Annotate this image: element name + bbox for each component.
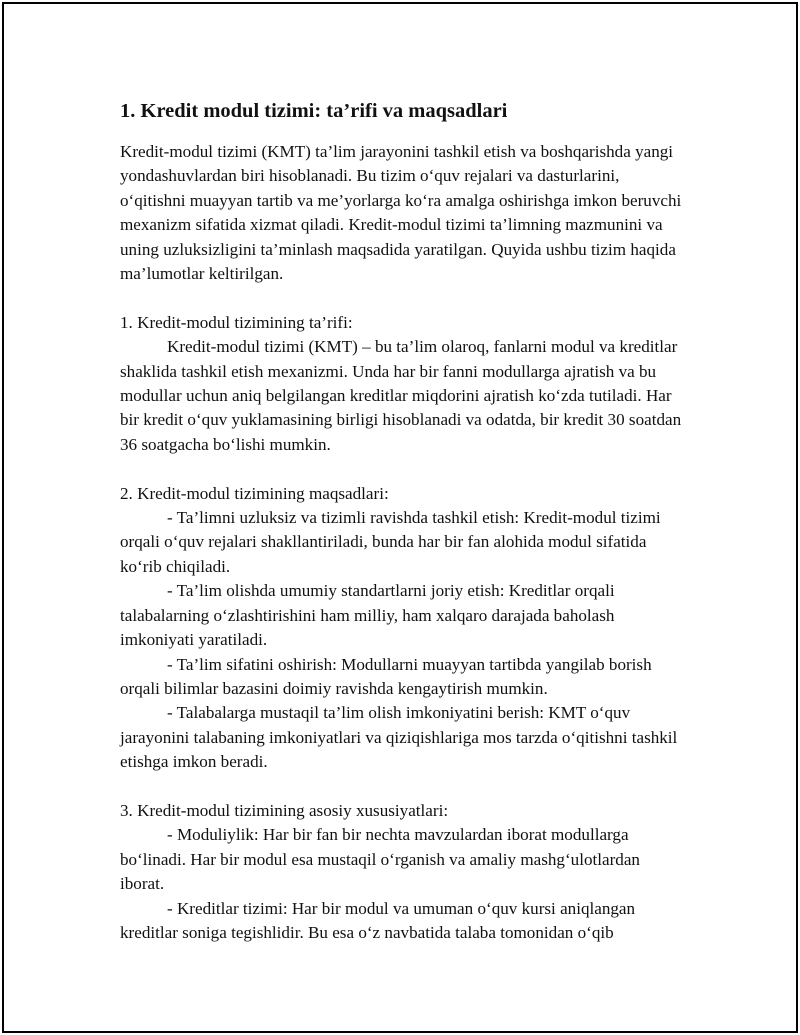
document-page	[2, 2, 798, 1033]
blank-line	[120, 775, 686, 799]
goal-item-independent-learning: - Talabalarga mustaqil ta’lim olish imkoniyatini berish: KMT oʻquv jarayonini talabaning imkoniyatlari va qiziqishlariga mos tarzda oʻqitishni tashkil etishga imkon beradi.	[120, 703, 678, 772]
feature-item-modularity: - Moduliylik: Har bir fan bir nechta mavzulardan iborat modullarga boʻlinadi. Har bir modul esa mustaqil oʻrganish va amaliy mashgʻulotlardan iborat.	[120, 825, 640, 894]
section-heading-features: 3. Kredit-modul tizimining asosiy xususiyatlari:	[120, 800, 449, 820]
intro-paragraph: Kredit-modul tizimi (KMT) ta’lim jarayonini tashkil etish va boshqarishda yangi yondashuvlardan biri hisoblanadi. Bu tizim oʻquv rejalari va dasturlarini, oʻqitishni muayyan tartib va me’yorlarga koʻra amalga oshirishga imkon beruvchi mexanizm sifatida xizmat qiladi. Kredit-modul tizimi ta’limning mazmunini va uning uzluksizligini ta’minlash maqsadida yaratilgan. Quyida ushbu tizim haqida ma’lumotlar keltirilgan.	[120, 142, 682, 284]
goal-item-standards: - Ta’lim olishda umumiy standartlarni joriy etish: Kreditlar orqali talabalarning oʻzlashtirishini ham milliy, ham xalqaro darajada baholash imkoniyati yaratiladi.	[120, 581, 615, 650]
blank-line	[120, 286, 686, 310]
document-content	[120, 98, 686, 945]
blank-line	[120, 457, 686, 481]
document-title: 1. Kredit modul tizimi: ta’rifi va maqsadlari	[120, 100, 508, 122]
definition-paragraph: Kredit-modul tizimi (KMT) – bu ta’lim olaroq, fanlarni modul va kreditlar shaklida tashkil etish mexanizmi. Unda har bir fanni modullarga ajratish va bu modullar uchun aniq belgilangan kreditlar miqdorini ajratish koʻzda tutiladi. Har bir kredit oʻquv yuklamasining birligi hisoblanadi va odatda, bir kredit 30 soatdan 36 soatgacha boʻlishi mumkin.	[120, 337, 682, 454]
section-heading-goals: 2. Kredit-modul tizimining maqsadlari:	[120, 483, 389, 503]
goal-item-continuity: - Ta’limni uzluksiz va tizimli ravishda tashkil etish: Kredit-modul tizimi orqali oʻquv rejalari shakllantiriladi, bunda har bir fan alohida modul sifatida koʻrib chiqiladi.	[120, 508, 661, 576]
section-heading-definition: 1. Kredit-modul tizimining ta’rifi:	[120, 312, 353, 332]
feature-item-credits: - Kreditlar tizimi: Har bir modul va umuman oʻquv kursi aniqlangan kreditlar soniga tegishlidir. Bu esa oʻz navbatida talaba tomonidan oʻqib	[120, 898, 636, 942]
goal-item-quality: - Ta’lim sifatini oshirish: Modullarni muayyan tartibda yangilab borish orqali bilimlar bazasini doimiy ravishda kengaytirish mumkin.	[120, 654, 652, 698]
